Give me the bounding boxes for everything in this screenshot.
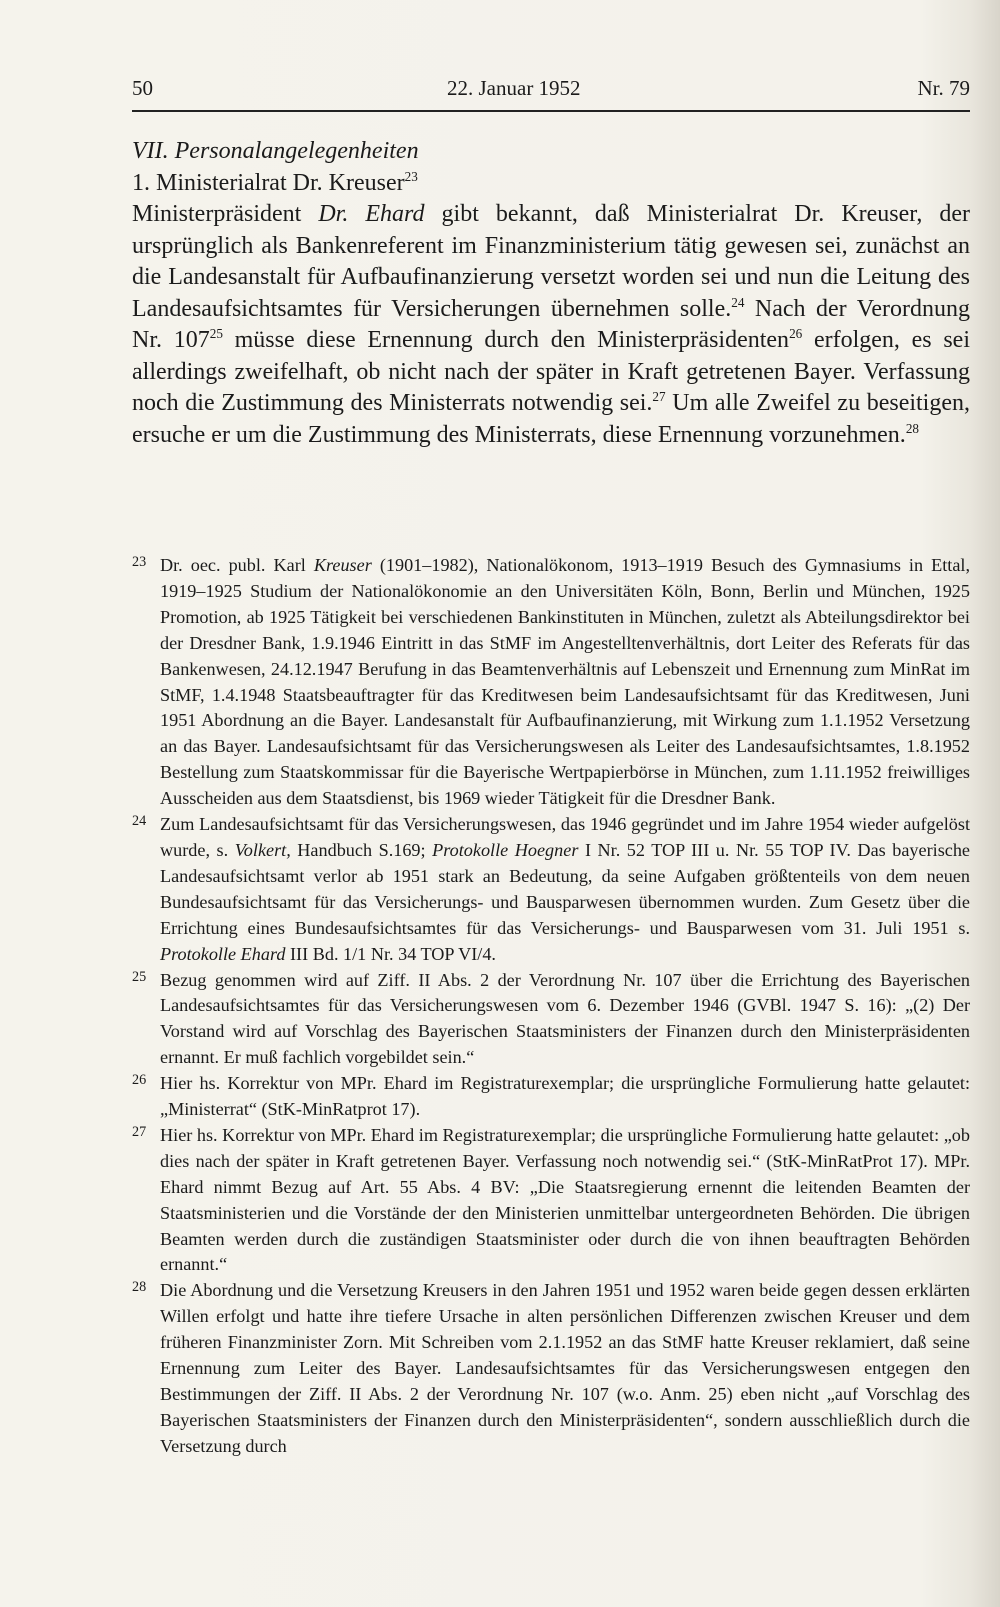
body-text: Ministerpräsident [132, 201, 319, 227]
section-title: VII. Personalangelegenheiten [132, 138, 419, 164]
footnote-text: III Bd. 1/1 Nr. 34 TOP VI/4. [285, 943, 496, 964]
footnote-number: 24 [132, 813, 147, 830]
running-header [132, 76, 970, 106]
header-date: 22. Januar 1952 [447, 76, 581, 100]
footnote-text: Dr. oec. publ. Karl [160, 555, 314, 575]
person-name: Dr. Ehard [318, 201, 425, 227]
footnote-ref: 24 [731, 294, 745, 310]
footnote-text: (1901–1982), Nationalökonom, 1913–1919 Besuch des Gymnasiums in Ettal, 1919–1925 Studium der Nationalökonomie an den Universitäten Köln, Bonn, Berlin und München, 1925 Promotion, ab 1925 Tätigkeit bei verschiedenen Bankinstituten in München, zuletzt als Abteilungsdirektor bei der Dresdner Bank, 1.9.1946 Eintritt in das StMF im Angestelltenverhältnis, dort Leiter des Referats für das Bankenwesen, 24.12.1947 Berufung in das Beamtenverhältnis auf Lebenszeit und Ernennung zum MinRat im StMF, 1.4.1948 Staatsbeauftragter für das Kreditwesen beim Landesaufsichtsamt für das Kreditwesen, Juni 1951 Abordnung an die Bayer. Landesanstalt für Aufbaufinanzierung, mit Wirkung zum 1.1.1952 Versetzung an das Bayer. Landesaufsichtsamt für das Versicherungswesen als Leiter des Landesaufsichtsamtes, 1.8.1952 Bestellung zum Staatskommissar für die Bayerische Wertpapierbörse in München, zum 1.11.1952 freiwilliges Ausscheiden aus dem Staatsdienst, bis 1969 wieder Tätigkeit für die Dresdner Bank. [160, 555, 971, 809]
agenda-item [132, 168, 970, 200]
footnote-text: Hier hs. Korrektur von MPr. Ehard im Registraturexemplar; die ursprüngliche Formulierung hatte gelautet: „Ministerrat“ (StK-MinRatprot 17). [160, 1073, 970, 1120]
footnote-text: Hier hs. Korrektur von MPr. Ehard im Registraturexemplar; die ursprüngliche Formulierung hatte gelautet: „ob dies nach der später in Kraft getretenen Bayer. Verfassung noch notwendig sei.“ (StK-MinRatProt 17). MPr. Ehard nimmt Bezug auf Art. 55 Abs. 4 BV: „Die Staatsregierung ernennt die leitenden Beamten der Staatsministerien und die Vorstände der den Ministerien unmittelbar untergeordneten Behörden. Die übrigen Beamten werden durch die zuständigen Staatsminister oder durch die von ihnen beauftragten Behörden ernannt.“ [160, 1124, 970, 1275]
body-text: Um alle Zweifel zu beseitigen, ersuche er um die Zustimmung des Ministerrats, diese Ernennung vorzunehmen. [132, 390, 971, 448]
footnote-text: Bezug genommen wird auf Ziff. II Abs. 2 der Verordnung Nr. 107 über die Errichtung des Bayerischen Landesaufsichtsamtes für das Versicherungswesen vom 6. Dezember 1946 (GVBl. 1947 S. 16): „(2) Der Vorstand wird auf Vorschlag des Bayerischen Staatsministers der Finanzen durch den Ministerpräsidenten ernannt. Er muß fachlich vorgebildet sein.“ [160, 969, 970, 1068]
body-text: gibt bekannt, daß Ministerialrat Dr. Kreuser, der ursprünglich als Bankenreferent im Finanzministerium tätig gewesen sei, zunächst an die Landesanstalt für Aufbaufinanzierung versetzt worden sei und nun die Leitung des Landesaufsichtsamtes für Versicherungen übernehmen solle. [132, 201, 971, 322]
footnote-ref: 26 [789, 326, 803, 341]
footnote [132, 1123, 970, 1278]
footnote-ref: 27 [652, 389, 666, 404]
footnote [132, 553, 970, 812]
body-text: erfolgen, es sei allerdings zweifelhaft, ob nicht nach der später in Kraft getretenen Bayer. Verfassung noch die Zustimmung des Ministerrats notwendig sei. [132, 327, 971, 416]
footnote-number: 28 [132, 1279, 147, 1296]
citation-title: Protokolle Ehard [160, 943, 286, 964]
citation-title: Protokolle Hoegner [432, 839, 579, 860]
footnote-number: 25 [132, 968, 147, 985]
footnote [132, 968, 970, 1072]
footnote-number: 26 [132, 1072, 147, 1089]
footnote [132, 812, 970, 967]
citation-author: Volkert, [234, 839, 291, 860]
body-text: müsse diese Ernennung durch den Ministerpräsidenten [222, 327, 790, 353]
page-number: 50 [132, 76, 153, 100]
footnotes [132, 553, 970, 1460]
main-text [132, 136, 970, 451]
person-name: Kreuser [313, 555, 372, 575]
footnote-text: Zum Landesaufsichtsamt für das Versicherungswesen, das 1946 gegründet und im Jahre 1954 wieder aufgelöst wurde, s. [160, 814, 970, 860]
footnote-number: 27 [132, 1123, 147, 1140]
footnote [132, 1278, 970, 1459]
footnote-ref: 25 [209, 326, 223, 341]
agenda-item-text: 1. Ministerialrat Dr. Kreuser [132, 169, 405, 196]
document-number: Nr. 79 [917, 76, 970, 100]
footnote-ref: 23 [404, 168, 418, 184]
footnote-text: Die Abordnung und die Versetzung Kreusers in den Jahren 1951 und 1952 waren beide gegen dessen erklärten Willen erfolgt und hatte ihre tiefere Ursache in alten persönlichen Differenzen zwischen Kreuser und dem früheren Finanzminister Zorn. Mit Schreiben vom 2.1.1952 an das StMF hatte Kreuser reklamiert, daß seine Ernennung zum Leiter des Bayer. Landesaufsichtsamtes für das Versicherungswesen entgegen den Bestimmungen der Ziff. II Abs. 2 der Verordnung Nr. 107 (w.o. Anm. 25) eben nicht „auf Vorschlag des Bayerischen Staatsministers der Finanzen durch den Ministerpräsidenten“, sondern ausschließlich durch die Versetzung durch [160, 1280, 970, 1456]
body-paragraph [132, 199, 970, 451]
header-rule [132, 110, 970, 112]
footnote [132, 1071, 970, 1123]
footnote-number: 23 [132, 554, 147, 570]
footnote-text: Handbuch S.169; [290, 839, 433, 860]
body-text: Nach der Verordnung Nr. 107 [132, 295, 970, 353]
footnote-ref: 28 [905, 420, 919, 436]
footnote-text: I Nr. 52 TOP III u. Nr. 55 TOP IV. Das bayerische Landesaufsichtsamt verlor ab 1951 stark an Bedeutung, da seine Aufgaben größtenteils von dem neuen Bundesaufsichtsamt für das Versicherungs- und Bausparwesen übernommen wurden. Zum Gesetz über die Errichtung eines Bundesaufsichtsamtes für das Versicherungs- und Bausparwesen vom 31. Juli 1951 s. [160, 839, 971, 938]
